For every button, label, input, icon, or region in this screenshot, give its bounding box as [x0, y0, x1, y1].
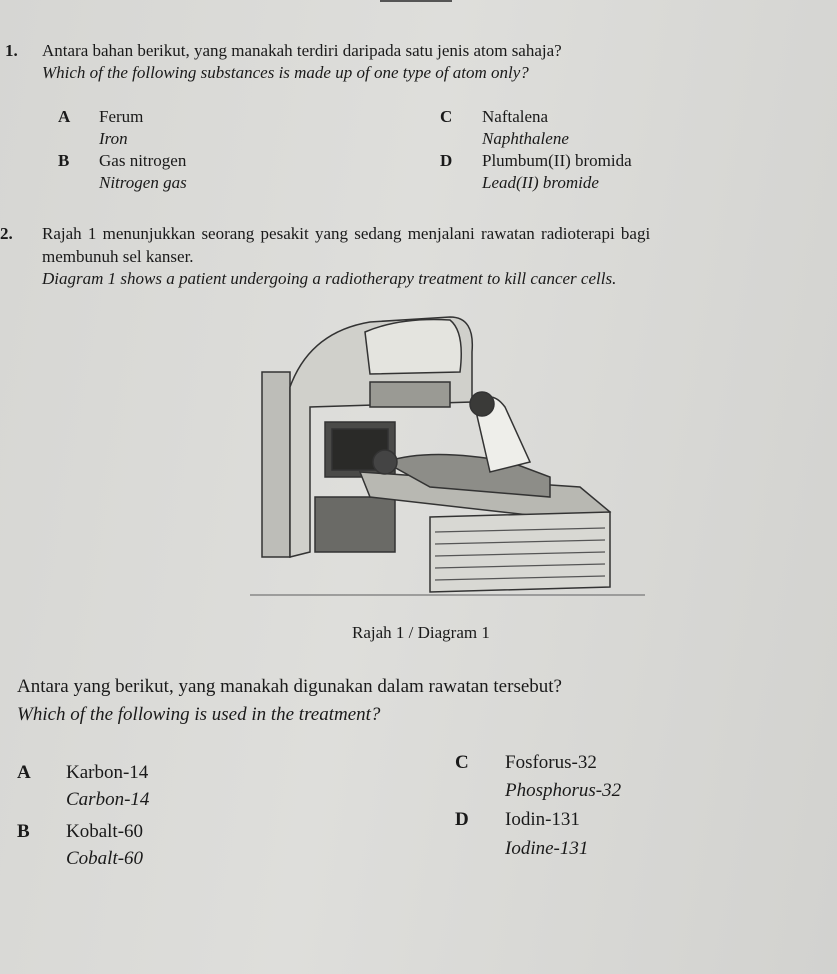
- q1-text-ms: Antara bahan berikut, yang manakah terdiri daripada satu jenis atom sahaja?: [42, 41, 562, 60]
- q2-option-a-letter: A: [17, 762, 31, 783]
- q2-option-d-en: Iodine-131: [505, 838, 589, 859]
- q2-option-b-letter: B: [17, 821, 30, 842]
- q2-option-c-letter: C: [455, 752, 469, 773]
- q2-option-c-en: Phosphorus-32: [505, 780, 622, 801]
- q2-option-c-ms: Fosforus-32: [505, 752, 597, 773]
- diagram-caption: Rajah 1 / Diagram 1: [352, 623, 490, 642]
- q1-option-d-en: Lead(II) bromide: [482, 173, 599, 192]
- q1-option-d-ms: Plumbum(II) bromida: [482, 151, 632, 170]
- q1-option-c-en: Naphthalene: [482, 129, 569, 148]
- q1-option-c-letter: C: [440, 107, 453, 126]
- divider: [380, 0, 452, 2]
- q1-option-b-ms: Gas nitrogen: [99, 151, 187, 170]
- q1-option-c-ms: Naftalena: [482, 107, 549, 126]
- q1-number: 1.: [5, 41, 18, 60]
- q1-option-a-letter: A: [58, 107, 71, 126]
- q2-option-a-en: Carbon-14: [66, 789, 150, 810]
- q2-option-b-ms: Kobalt-60: [66, 821, 144, 842]
- q2-question-en: Which of the following is used in the treatment?: [17, 704, 381, 725]
- q2-option-b-en: Cobalt-60: [66, 848, 144, 869]
- q1-option-b-letter: B: [58, 151, 70, 170]
- q1-option-d-letter: D: [440, 151, 453, 170]
- q2-text-ms-2: membunuh sel kanser.: [42, 247, 194, 266]
- q2-option-a-ms: Karbon-14: [66, 762, 149, 783]
- q1-option-a-ms: Ferum: [99, 107, 144, 126]
- q1-option-b-en: Nitrogen gas: [99, 173, 187, 192]
- q1-option-a-en: Iron: [99, 129, 128, 148]
- q2-number: 2.: [0, 224, 13, 243]
- q2-text-en: Diagram 1 shows a patient undergoing a radiotherapy treatment to kill cancer cells.: [42, 269, 617, 288]
- radiotherapy-diagram: [250, 312, 645, 602]
- q2-text-ms-1: Rajah 1 menunjukkan seorang pesakit yang sedang menjalani rawatan radioterapi bagi: [42, 224, 651, 243]
- q2-question-ms: Antara yang berikut, yang manakah digunakan dalam rawatan tersebut?: [17, 676, 562, 697]
- q2-option-d-ms: Iodin-131: [505, 809, 580, 830]
- q2-option-d-letter: D: [455, 809, 469, 830]
- q1-text-en: Which of the following substances is made up of one type of atom only?: [42, 63, 529, 82]
